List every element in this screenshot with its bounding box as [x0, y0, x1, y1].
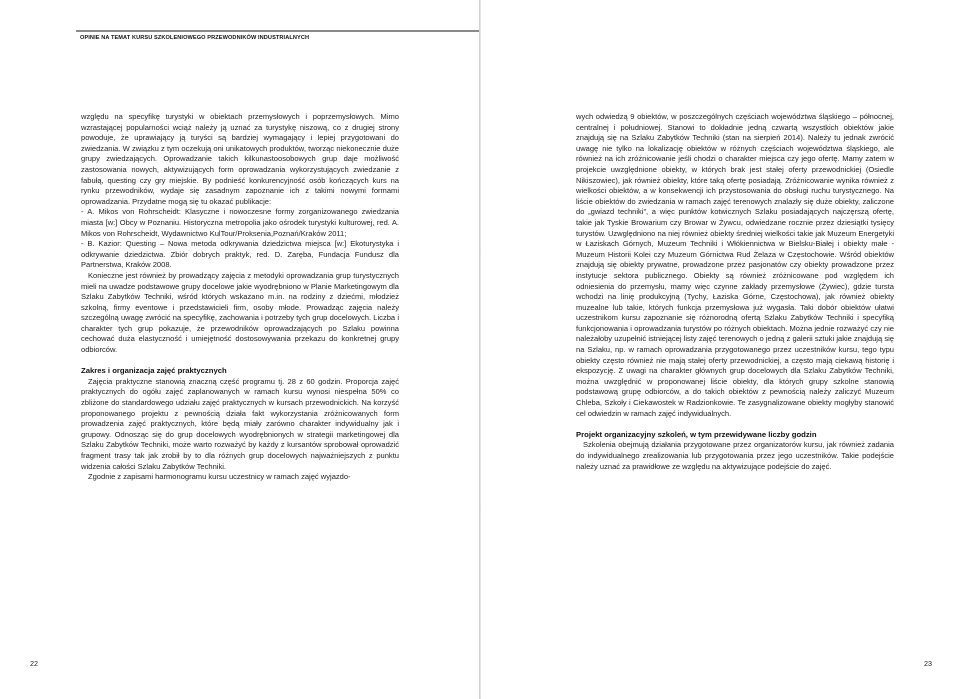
section-heading: Zakres i organizacja zajęć praktycznych: [81, 366, 227, 376]
header-rule: [76, 30, 479, 32]
body-paragraph: wych odwiedzą 9 obiektów, w poszczególnych częściach województwa śląskiego – północnej, centralnej i południowej. Stanowi to dokładnie jedną czwartą wszystkich obiektów jakie znajdują się na Szlaku Zabytków Techniki (stan na sierpień 2014). Należy tu jednak zwrócić uwagę nie tylko na lokalizację obiektów w różnych częściach województwa śląskiego, ale również na ich zróżnicowanie jeśli chodzi o charakter miejsca czy jego ofertę. Mamy zatem w projekcie uwzględnione obiekty, w których brak jest stałej oferty przewodnickiej (Osiedle Nikiszowiec), jak również obiekty, które taką ofertę posiadają. Zróżnicowanie wynika również z wielkości obiektów, a w konsekwencji ich przystosowania do obsługi ruchu turystycznego. Na liście obiektów do zwiedzania w ramach zajęć terenowych znalazły się duże obiekty, zaliczone do „gwiazd techniki”, a więc punktów kotwicznych Szlaku posiadających najczęrszą ofertę, takie jak Tyskie Browarium czy Browar w Żywcu, odwiedzane rocznie przez dziesiątki tysięcy turystów. Uzwględniono na niej również obiekty średniej wielkości takie jak Muzeum Energetyki w Łaziskach Górnych, Muzeum Techniki i Włókiennictwa w Bielsku-Białej i obiekty małe - Muzeum Historii Kolei czy Muzeum Górnictwa Rud Żelaza w Częstochowie. Wśród obiektów znajdują się obiekty prywatne, prowadzone przez pasjonatów czy obiekty prowadzone przez instytucje sektora publicznego. Obiekty są również zróżnicowane pod względem ich odniesienia do przemysłu, mamy więc czynne zakłady przemysłowe (Żywiec), gdzie tursta wchodzi na linię produkcyjną (Tychy, Łaziska Górne, Częstochowa), jak również obiekty muzealne lub takie, których funkcja przemysłowa już wygasła. Taki dobór obiektów ułatwi uczestnikom kursu zapoznanie się różnorodną ofertą Szlaku Zabytków Techniki i specyfiką funkcjonowania i oprowadzania turystów po różnych obiektach. Można jednie rozważyć czy nie należałoby uzupełnić istniejącej listy zajęć terenowych o jedną z galerii sztuki jakie znajdują się na Szlaku, np. w ramach oprowadzania przygotowanego przez uczestników kursu, tego typu obiekty często również nie mają stałej oferty przewodnickiej, a często mają ciekawą historię i ekspozycję. Z uwagi na charakter głównych grup docelowych dla Szlaku Zabytków Techniki, można uwzględnić w proponowanej liście obiekty, dla których grupy szkolne stanowią podstawową grupę odbiorców, a do takich obiektów z pewnością należy zaliczyć Muzeum Chleba, Szkoły i Ciekawostek w Radzionkowie. Te zasygnalizowane obiekty mogłyby stanowić cel odwiedzin w ramach zajęć indywidualnych.: [576, 112, 894, 418]
running-header: OPINIE NA TEMAT KURSU SZKOLENIOWEGO PRZEWODNIKÓW INDUSTRIALNYCH: [80, 35, 310, 41]
body-paragraph: Zgodnie z zapisami harmonogramu kursu uczestnicy w ramach zajęć wyjazdo-: [88, 472, 351, 482]
right-page: [481, 0, 960, 699]
body-paragraph: Konieczne jest również by prowadzący zajęcia z metodyki oprowadzania grup turystycznych mieli na uwadze podstawowe grupy docelowe jakie wyodrębniono w Planie Marketingowym dla Szlaku Zabytków Techniki, wśród których wskazano m.in. na rodziny z dziećmi, młodzież szkolną, firmy eventowe i przedstawicieli firm, osoby młode. Prowadząc zajęcia należy szczególną uwagę zwrócić na specyfikę, zachowania i potrzeby tych grup docelowych. Liczba i charakter tych grup pokazuje, że przewodników oprowadzających po Szlaku powinna cechować duża elastyczność i umiejętność dostosowywania przekazu do konkretnej grupy odbiorców.: [81, 270, 399, 355]
body-paragraph: Zajęcia praktyczne stanowią znaczną część programu tj. 28 z 60 godzin. Proporcja zajęć praktycznych do ogółu zajęć zaplanowanych w ramach kursu wynosi niespełna 50% co zbliżone do standardowego udziału zajęć praktycznych w kursach przewodnickich. Na korzyść proponowanego projektu z pewnością działa fakt wykorzystania zróżnicowanych form prowadzenia zajęć praktycznych, które będą miały zarówno charakter indywidualny jak i grupowy. Odnosząc się do grup docelowych wyodrębnionych w strategii marketingowej dla Szlaku Zabytków Techniki, może warto rozważyć by każdy z kursantów sprobował oprowadzić fragment trasy tak jak zrobił by to dla różnych grup docelowych najważniejszych z punktu widzenia całości Szlaku Zabytków Techniki.: [81, 376, 399, 471]
body-paragraph: Szkolenia obejmują działania przygotowane przez organizatorów kursu, jak również zadania do indywidualnego zrealizowania lub przygotowania przez jego uczestników. Takie podejście należy uznać za prawidłowe ze względu na aktywizujące podejście do zajęć.: [576, 440, 894, 471]
right-text-column: [576, 112, 894, 472]
body-paragraph: - B. Kazior: Questing – Nowa metoda odkrywania dziedzictwa miejsca [w:] Ekoturystyka i odkrywanie dziedzictwa. Zbiór dobrych praktyk, red. D. Zaręba, Fundacja Fundusz dla Partnerstwa, Kraków 2008.: [81, 239, 399, 270]
left-text-column: [81, 112, 399, 483]
page-number: 23: [924, 659, 932, 668]
section-heading: Projekt organizacyjny szkoleń, w tym przewidywane liczby godzin: [576, 429, 817, 439]
left-page: [0, 0, 479, 699]
body-paragraph: - A. Mikos von Rohrscheidt: Klasyczne i nowoczesne formy zorganizowanego zwiedzania miasta [w:] Obcy w Poznaniu. Historyczna metropolia jako ośrodek turystyki kulturowej, red. A. Mikos von Rohrscheidt, Wydawnictwo KulTour/Proksenia,Poznań/Kraków 2011;: [81, 207, 399, 238]
page-number: 22: [30, 659, 38, 668]
body-paragraph: względu na specyfikę turystyki w obiektach przemysłowych i poprzemysłowych. Mimo wzrastającej popularności wciąż należy ją uznać za turystykę niszową, co z drugiej strony powoduje, że uprawiający ją turyści są bardziej wymagający i lepiej przygotowani do zwiedzania. W związku z tym oczekują oni unikatowych produktów, tworząc niekonecznie duże grupy zwiedzających. Oprowadzanie takich kilkunastoosobowych grup daje możliwość zastosowania nowych, aktywizujących form oprowadzania wykorzystujących zwiedzanie z fabułą, questing czy gry miejskie. By podnieść konkurencyjność osób kończących kurs na rynku przewodników, wydaje się zasadnym zapoznanie ich z takimi nowymi formami oprowadzania. Przydatne mogą się tu okazać publikacje:: [81, 112, 399, 206]
